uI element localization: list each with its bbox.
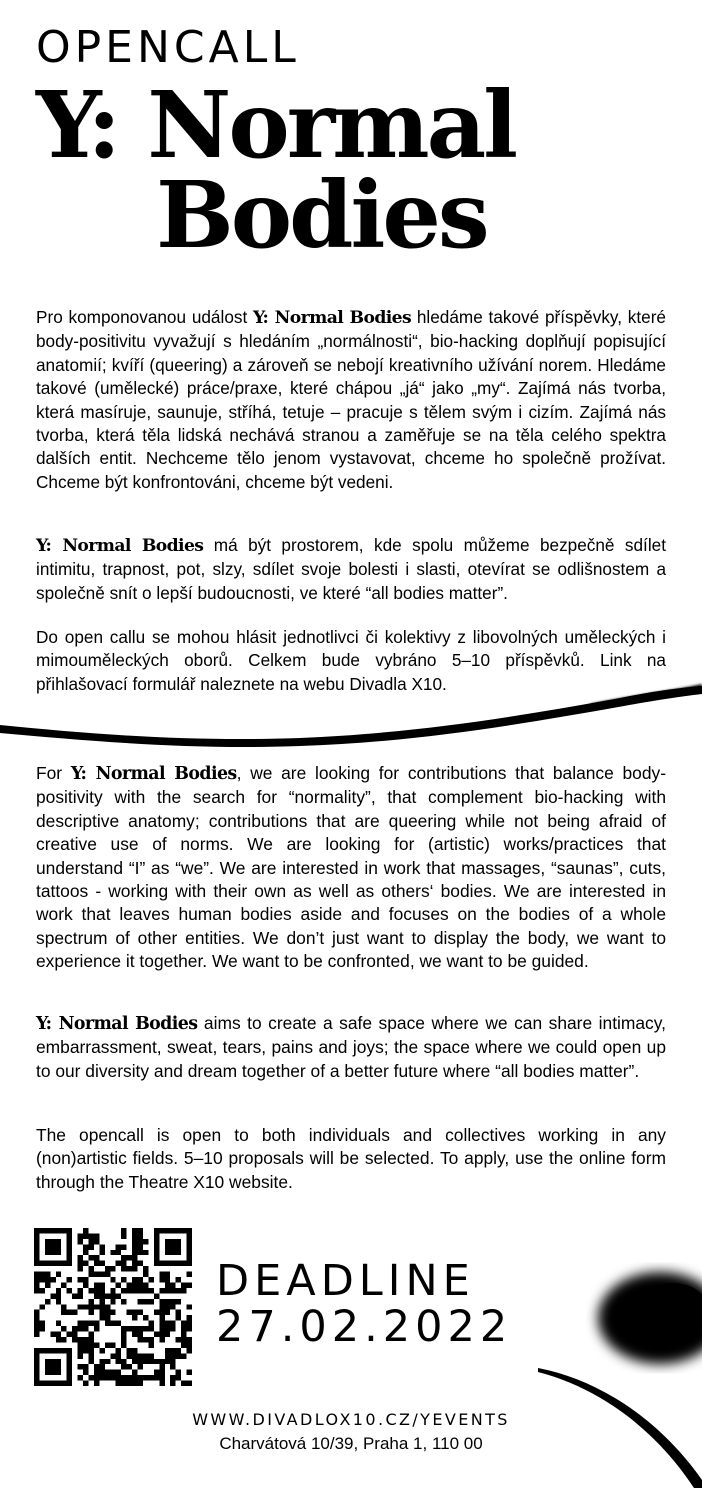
address: Charvátová 10/39, Praha 1, 110 00: [219, 1434, 483, 1453]
event-name: Y: Normal Bodies: [70, 764, 237, 784]
text: aims to create a safe space where we can share intimacy, embarrassment, sweat, tears, pains and joys; the space where we could open up to our diversity and dream together of a better future where “all bodies matter”.: [36, 1013, 666, 1081]
text: má být prostorem, kde spolu můžeme bezpečně sdílet intimitu, trapnost, pot, slzy, sdílet svoje bolesti i slasti, otevírat se odlišnostem a společně snít o lepší budoucnosti, ve které “all bodies matter”.: [36, 535, 666, 603]
page-title: [36, 71, 676, 269]
text: For: [36, 763, 71, 783]
english-paragraph-3: The opencall is open to both individuals and collectives working in any (non)artistic fields. 5–10 proposals will be selected. To apply, use the online form through the Theatre X10 website.: [36, 1125, 666, 1192]
text: , we are looking for contributions that balance body-positivity with the search for “normality”, that complement bio-hacking with descriptive anatomy; contributions that are queering while not being afraid of creative use of norms. We are looking for (artistic) works/practices that understand “I” as “we”. We are interested in work that massages, “saunas”, cuts, tattoos - working with their own as well as others‘ bodies. We are interested in work that leaves human bodies aside and focuses on the bodies of a whole spectrum of other entities. We don’t just want to display the body, we want to experience it together. We want to be confronted, we want to be guided.: [36, 763, 666, 972]
english-paragraph-2: [36, 1012, 666, 1083]
deadline-block: [216, 1258, 512, 1350]
czech-paragraph-3: Do open callu se mohou hlásit jednotlivci či kolektivy z libovolných uměleckých i mimouměleckých oborů. Celkem bude vybráno 5–10 příspěvků. Link na přihlašovací formulář naleznete na webu Divadla X10.: [36, 627, 666, 694]
text: Pro komponovanou událost: [36, 307, 254, 327]
ink-blot-graphic: [538, 1272, 702, 1488]
english-paragraph-1: [36, 762, 666, 974]
qr-modules: [34, 1228, 192, 1386]
deadline-label: DEADLINE: [216, 1256, 475, 1306]
event-name: Y: Normal Bodies: [36, 1014, 198, 1034]
qr-code-icon[interactable]: [34, 1228, 192, 1386]
event-name: Y: Normal Bodies: [253, 308, 412, 328]
kicker-opencall: OPENCALL: [36, 22, 300, 73]
text: hledáme takové příspěvky, které body-positivitu vyvažují s hledáním „normálnosti“, bio-hacking doplňují popisující anatomií; kvíří (queering) a zároveň se nebojí kreativního užívání norem. Hledáme takové (umělecké) práce/praxe, které chápou „já“ jako „my“. Zajímá nás tvorba, která masíruje, saunuje, stříhá, tetuje – pracuje s tělem svým i cizím. Zajímá nás tvorba, která těla lidská nechává stranou a zaměřuje se na těla celého spektra dalších entit. Nechceme tělo jenom vystavovat, chceme ho společně prožívat. Chceme být konfrontováni, chceme být vedeni.: [36, 307, 666, 492]
deadline-date: 27.02.2022: [216, 1302, 513, 1352]
czech-paragraph-2: [36, 534, 666, 605]
title-line-1: Y: Normal: [36, 71, 516, 179]
czech-paragraph-1: [36, 306, 666, 494]
event-name: Y: Normal Bodies: [36, 536, 204, 556]
website-link[interactable]: WWW.DIVADLOX10.CZ/YEVENTS: [192, 1410, 510, 1429]
title-line-2: Bodies: [156, 161, 487, 269]
